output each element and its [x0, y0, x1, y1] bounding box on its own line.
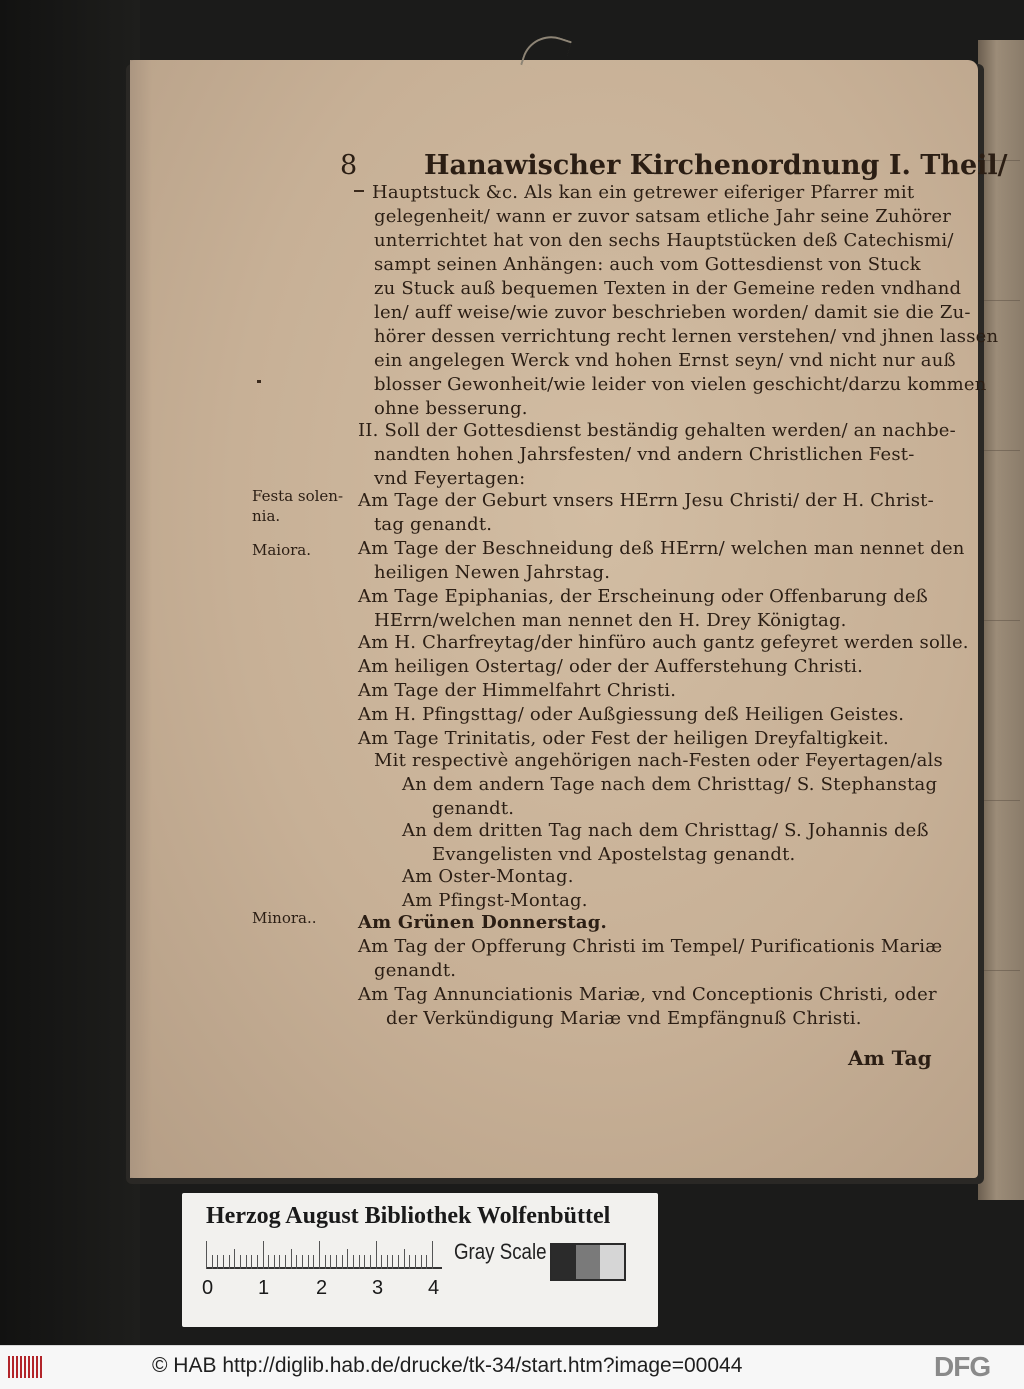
gray-scale-swatches [550, 1243, 626, 1281]
text-line: gelegenheit/ wann er zuvor satsam etliche Jahr seine Zuhörer [374, 206, 952, 227]
library-name: Herzog August Bibliothek Wolfenbüttel [206, 1203, 611, 1229]
scale-number: 1 [258, 1277, 270, 1299]
ruler-tick [285, 1255, 286, 1269]
ruler-tick [342, 1255, 343, 1269]
ruler-tick [421, 1255, 422, 1269]
ruler-tick [432, 1241, 433, 1269]
dfg-logo: DFG [934, 1351, 991, 1382]
ruler-tick [257, 1255, 258, 1269]
catchword: Am Tag [848, 1046, 932, 1070]
text-line: An dem dritten Tag nach dem Christtag/ S. Johannis deß [402, 820, 929, 841]
ruler-tick [302, 1255, 303, 1269]
scale-number: 2 [316, 1277, 328, 1299]
ruler-tick [319, 1241, 320, 1269]
text-line: Hauptstuck &c. Als kan ein getrewer eiferiger Pfarrer mit [372, 182, 915, 203]
text-line: Am Grünen Donnerstag. [358, 912, 608, 933]
ruler-tick [229, 1255, 230, 1269]
ruler-tick [353, 1255, 354, 1269]
scale-number: 4 [428, 1277, 440, 1299]
text-line: Am H. Charfreytag/der hinfüro auch gantz gefeyret werden solle. [358, 632, 969, 653]
adjacent-page-edge [978, 40, 1024, 1200]
text-line: len/ auff weise/wie zuvor beschrieben worden/ damit sie die Zu- [374, 302, 971, 323]
ruler-tick [308, 1255, 309, 1269]
text-line: Am Tage Epiphanias, der Erscheinung oder Offenbarung deß [358, 586, 928, 607]
ruler-tick [415, 1255, 416, 1269]
ruler-tick [381, 1255, 382, 1269]
ruler-tick [291, 1249, 292, 1269]
text-line: Am Tag der Opfferung Christi im Tempel/ Purificationis Mariæ [358, 936, 943, 957]
text-line: zu Stuck auß bequemen Texten in der Gemeine reden vndhand [374, 278, 962, 299]
text-line: Am Tag Annunciationis Mariæ, vnd Conceptionis Christi, oder [358, 984, 937, 1005]
gray-scale-title: Gray Scale [454, 1239, 547, 1264]
text-line: Mit respectivè angehörigen nach-Festen oder Feyertagen/als [374, 750, 943, 771]
margin-dot [257, 380, 261, 383]
ruler-tick [409, 1255, 410, 1269]
ruler-tick [387, 1255, 388, 1269]
ruler-tick [240, 1255, 241, 1269]
page-gutter [130, 60, 152, 1178]
library-label-card [182, 1193, 658, 1327]
text-line: sampt seinen Anhängen: auch vom Gottesdienst von Stuck [374, 254, 921, 275]
text-line: genandt. [374, 960, 457, 981]
text-line: Am heiligen Ostertag/ oder der Aufferstehung Christi. [358, 656, 863, 677]
ruler-tick [263, 1241, 264, 1269]
text-line: der Verkündigung Mariæ vnd Empfängnuß Christi. [386, 1008, 862, 1029]
ruler-tick [217, 1255, 218, 1269]
running-title: Hanawischer Kirchenordnung I. Theil/ [424, 150, 1008, 181]
ruler-tick [268, 1255, 269, 1269]
ruler-tick [223, 1255, 224, 1269]
ruler-tick [330, 1255, 331, 1269]
text-line: Am Tage der Beschneidung deß HErrn/ welchen man nennet den [358, 538, 965, 559]
ruler-tick [246, 1255, 247, 1269]
ruler-tick [398, 1255, 399, 1269]
text-line: An dem andern Tage nach dem Christtag/ S. Stephanstag [402, 774, 938, 795]
text-line: genandt. [432, 798, 515, 819]
ruler-tick [359, 1255, 360, 1269]
ruler-tick [370, 1255, 371, 1269]
ruler-tick [274, 1255, 275, 1269]
text-line: ohne besserung. [374, 398, 528, 419]
text-line: Am Pfingst-Montag. [402, 890, 588, 911]
gray-swatch-light [600, 1245, 624, 1279]
ruler-tick [251, 1255, 252, 1269]
ruler-tick [212, 1255, 213, 1269]
text-line: Evangelisten vnd Apostelstag genandt. [432, 844, 796, 865]
footer-bar [0, 1345, 1024, 1389]
copyright-credit: © HAB http://diglib.hab.de/drucke/tk-34/start.htm?image=00044 [152, 1354, 743, 1377]
scale-number: 0 [202, 1277, 214, 1299]
page-header [340, 150, 1008, 184]
ruler-tick [313, 1255, 314, 1269]
gray-swatch-dark [552, 1245, 576, 1279]
text-line: nandten hohen Jahrsfesten/ vnd andern Christlichen Fest- [374, 444, 915, 465]
ruler-tick [404, 1249, 405, 1269]
ruler-tick [279, 1255, 280, 1269]
margin-note: nia. [252, 507, 281, 525]
ruler-tick [347, 1249, 348, 1269]
text-line: HErrn/welchen man nennet den H. Drey Königtag. [374, 610, 847, 631]
margin-dash [354, 190, 364, 192]
text-line: tag genandt. [374, 514, 493, 535]
ruler-tick [206, 1241, 207, 1269]
ruler-tick [325, 1255, 326, 1269]
text-line: blosser Gewonheit/wie leider von vielen geschicht/darzu kommen [374, 374, 987, 395]
ruler-tick [364, 1255, 365, 1269]
background-band [0, 0, 140, 1345]
text-line: heiligen Newen Jahrstag. [374, 562, 611, 583]
page-number: 8 [340, 150, 358, 181]
ruler-tick [392, 1255, 393, 1269]
ruler-tick [426, 1255, 427, 1269]
gray-swatch-mid [576, 1245, 600, 1279]
text-line: Am Tage der Geburt vnsers HErrn Jesu Christi/ der H. Christ- [358, 490, 934, 511]
text-line: II. Soll der Gottesdienst beständig gehalten werden/ an nachbe- [358, 420, 956, 441]
margin-note: Festa solen- [252, 487, 344, 505]
scale-number: 3 [372, 1277, 384, 1299]
margin-note: Maiora. [252, 541, 312, 559]
text-line: Am Tage Trinitatis, oder Fest der heiligen Dreyfaltigkeit. [358, 728, 889, 749]
ruler-tick [336, 1255, 337, 1269]
hab-red-bars-icon [8, 1356, 46, 1378]
text-line: Am Oster-Montag. [402, 866, 574, 887]
text-line: Am H. Pfingsttag/ oder Außgiessung deß Heiligen Geistes. [358, 704, 905, 725]
text-line: ein angelegen Werck vnd hohen Ernst seyn/ vnd nicht nur auß [374, 350, 956, 371]
text-line: unterrichtet hat von den sechs Hauptstücken deß Catechismi/ [374, 230, 954, 251]
text-line: hörer dessen verrichtung recht lernen verstehen/ vnd jhnen lassen [374, 326, 999, 347]
text-line: Am Tage der Himmelfahrt Christi. [358, 680, 677, 701]
ruler-tick [234, 1249, 235, 1269]
text-line: vnd Feyertagen: [374, 468, 526, 489]
ruler-tick [296, 1255, 297, 1269]
margin-note: Minora.. [252, 909, 317, 927]
ruler-tick [376, 1241, 377, 1269]
